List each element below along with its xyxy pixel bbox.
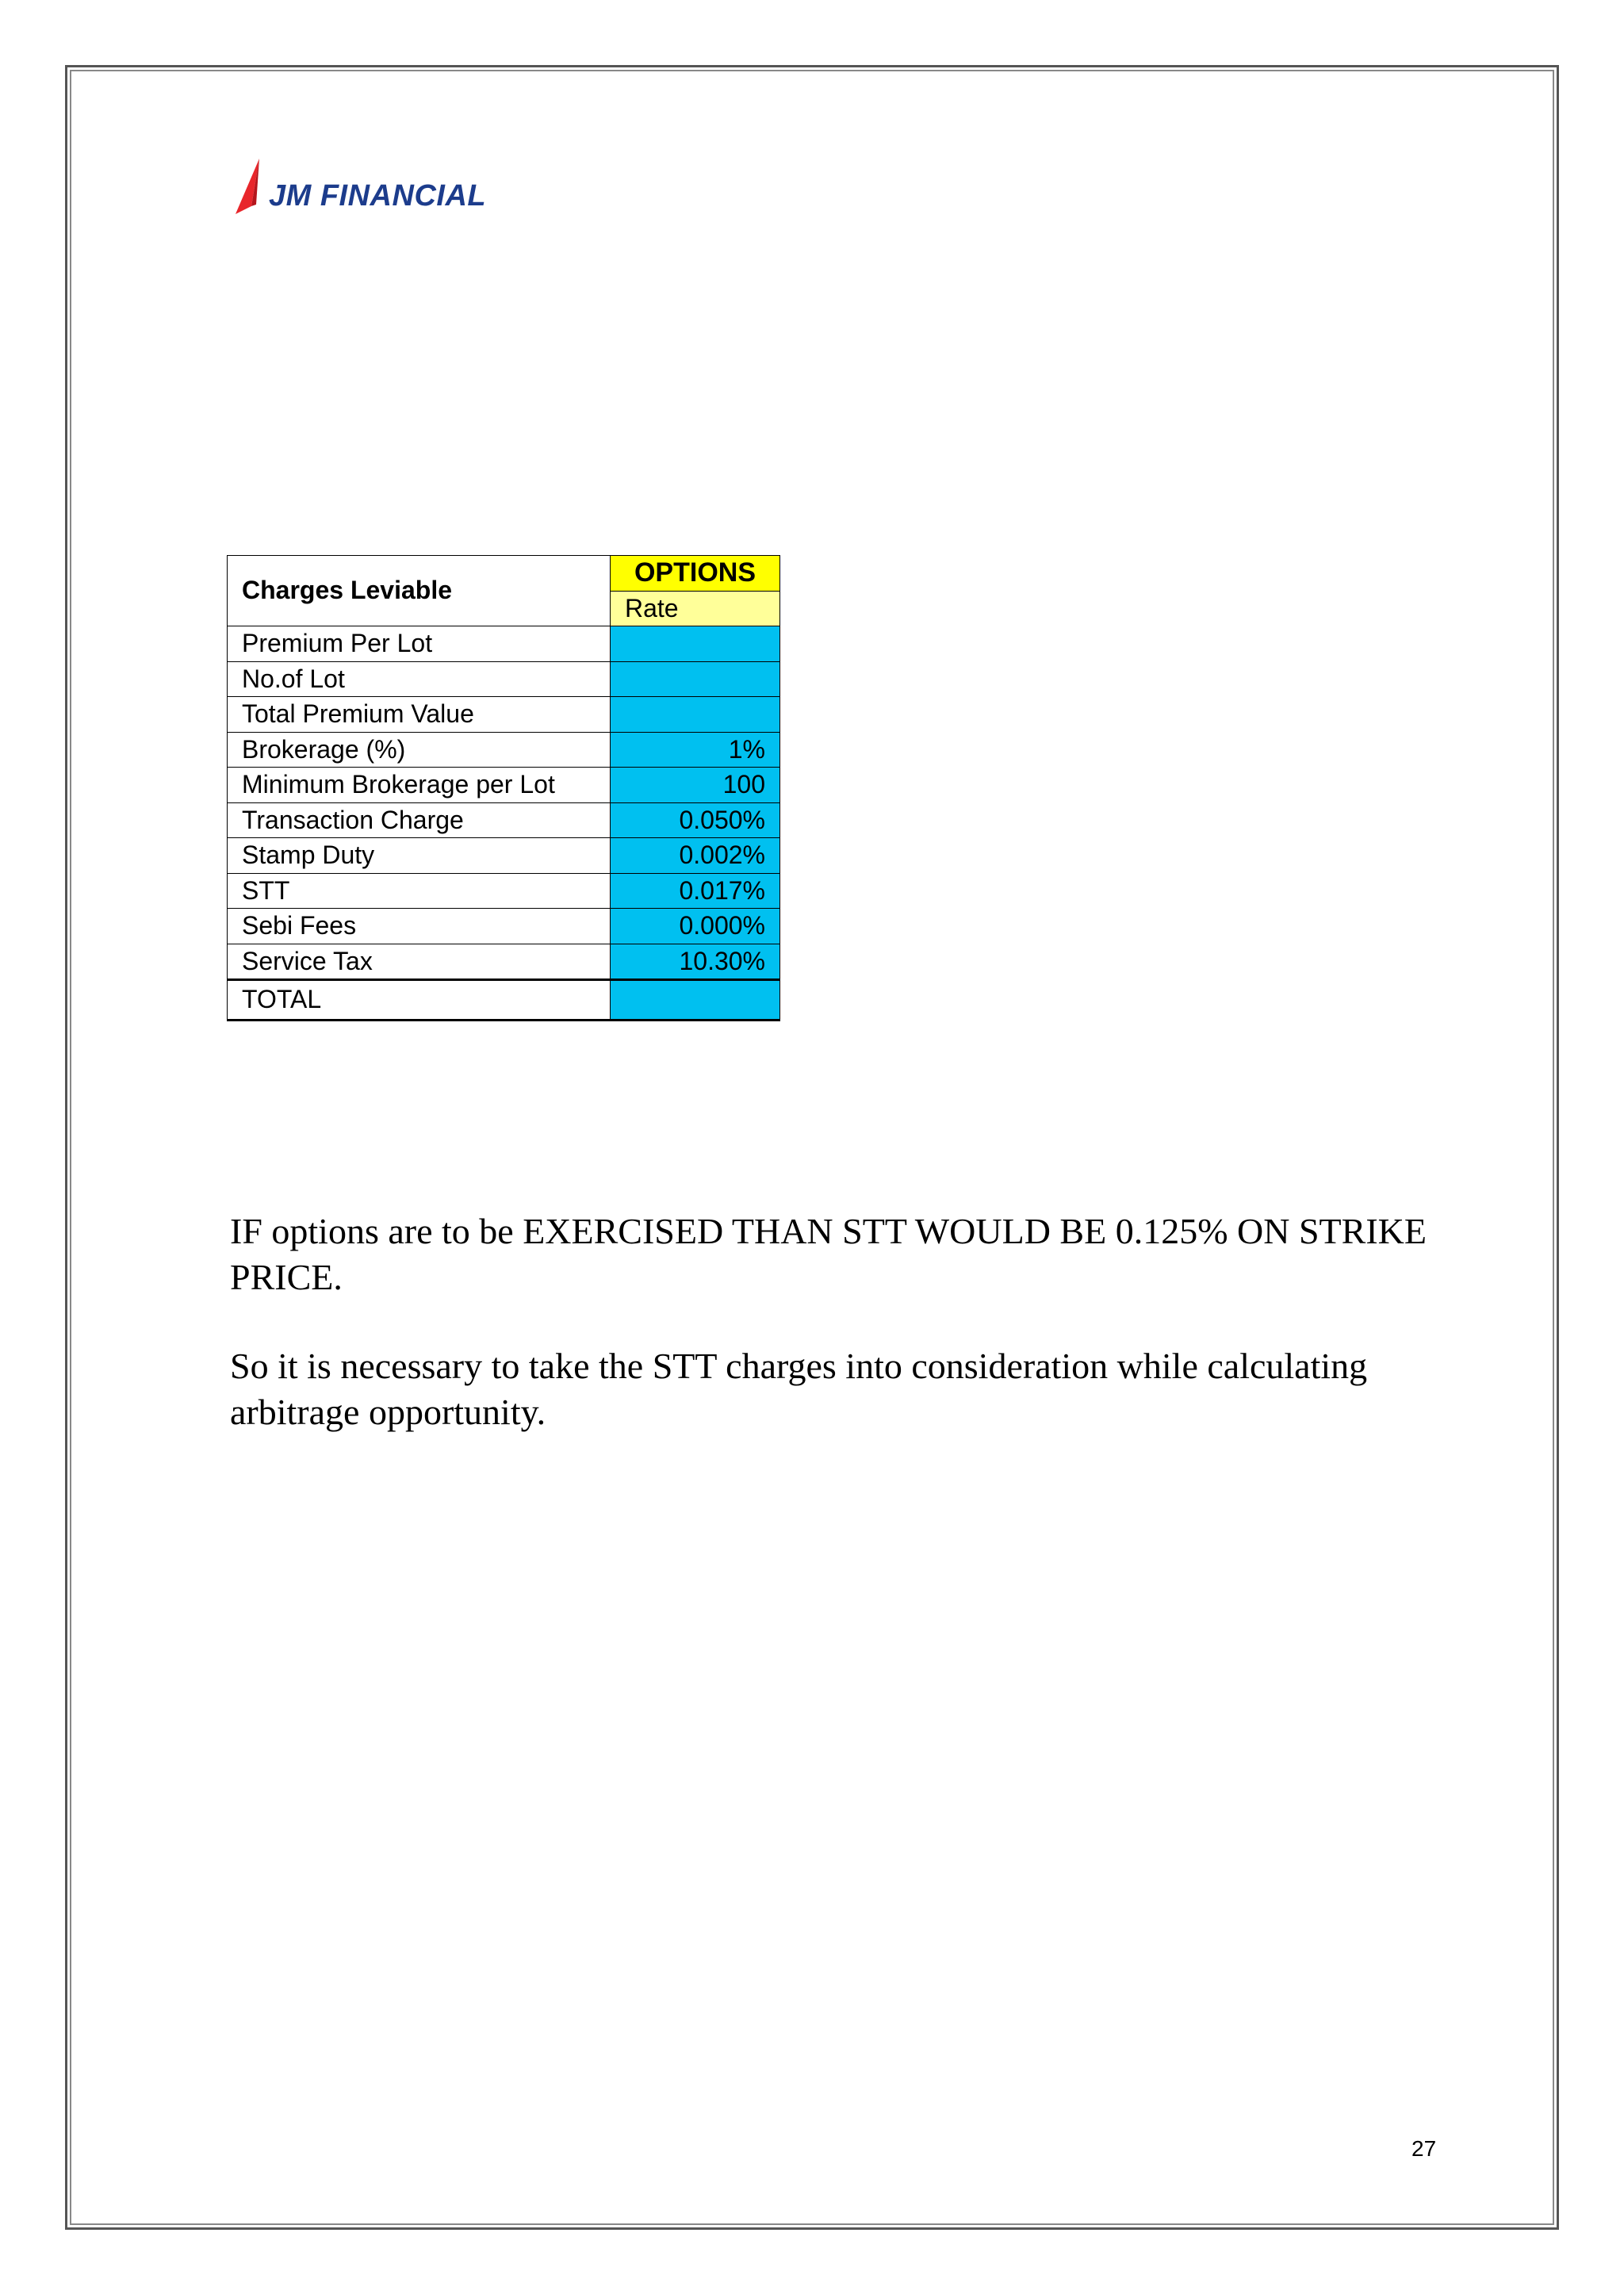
charge-label: No.of Lot [228,661,611,697]
charge-rate-value: 0.002% [611,838,780,874]
table-row [228,909,780,944]
charge-label: Stamp Duty [228,838,611,874]
table-row [228,873,780,909]
table-row [228,697,780,733]
table-row [228,732,780,768]
sail-logo-icon [232,157,272,214]
charge-rate-value [611,626,780,662]
charge-label: Sebi Fees [228,909,611,944]
page-border [65,65,1559,2230]
charge-rate-value: 10.30% [611,944,780,980]
charge-label: Service Tax [228,944,611,980]
charge-label: STT [228,873,611,909]
page-number: 27 [1411,2136,1437,2161]
charge-rate-value [611,697,780,733]
charge-rate-value: 0.050% [611,802,780,838]
total-value [611,980,780,1021]
company-logo [232,157,486,217]
charge-rate-value: 100 [611,768,780,803]
charge-label: Brokerage (%) [228,732,611,768]
table-row [228,802,780,838]
table-row [228,626,780,662]
subheader-rate: Rate [611,591,780,626]
table-header-row [228,556,780,592]
charge-label: Premium Per Lot [228,626,611,662]
table-total-row [228,980,780,1021]
table-row [228,944,780,980]
charge-rate-value [611,661,780,697]
header-options: OPTIONS [611,556,780,592]
stt-consideration-note: So it is necessary to take the STT charges into consideration while calculating arbitrage opportunity. [230,1346,1368,1432]
charge-label: Total Premium Value [228,697,611,733]
table-row [228,838,780,874]
charge-rate-value: 0.017% [611,873,780,909]
total-label: TOTAL [228,980,611,1021]
charges-table [227,555,780,1021]
exercise-stt-note: IF options are to be EXERCISED THAN STT WOULD BE 0.125% ON STRIKE PRICE. [230,1211,1427,1297]
charge-rate-value: 1% [611,732,780,768]
table-row [228,661,780,697]
logo-text: JM FINANCIAL [269,179,487,213]
header-charges-leviable: Charges Leviable [228,556,611,626]
table-row [228,768,780,803]
charge-label: Minimum Brokerage per Lot [228,768,611,803]
charge-label: Transaction Charge [228,802,611,838]
charge-rate-value: 0.000% [611,909,780,944]
